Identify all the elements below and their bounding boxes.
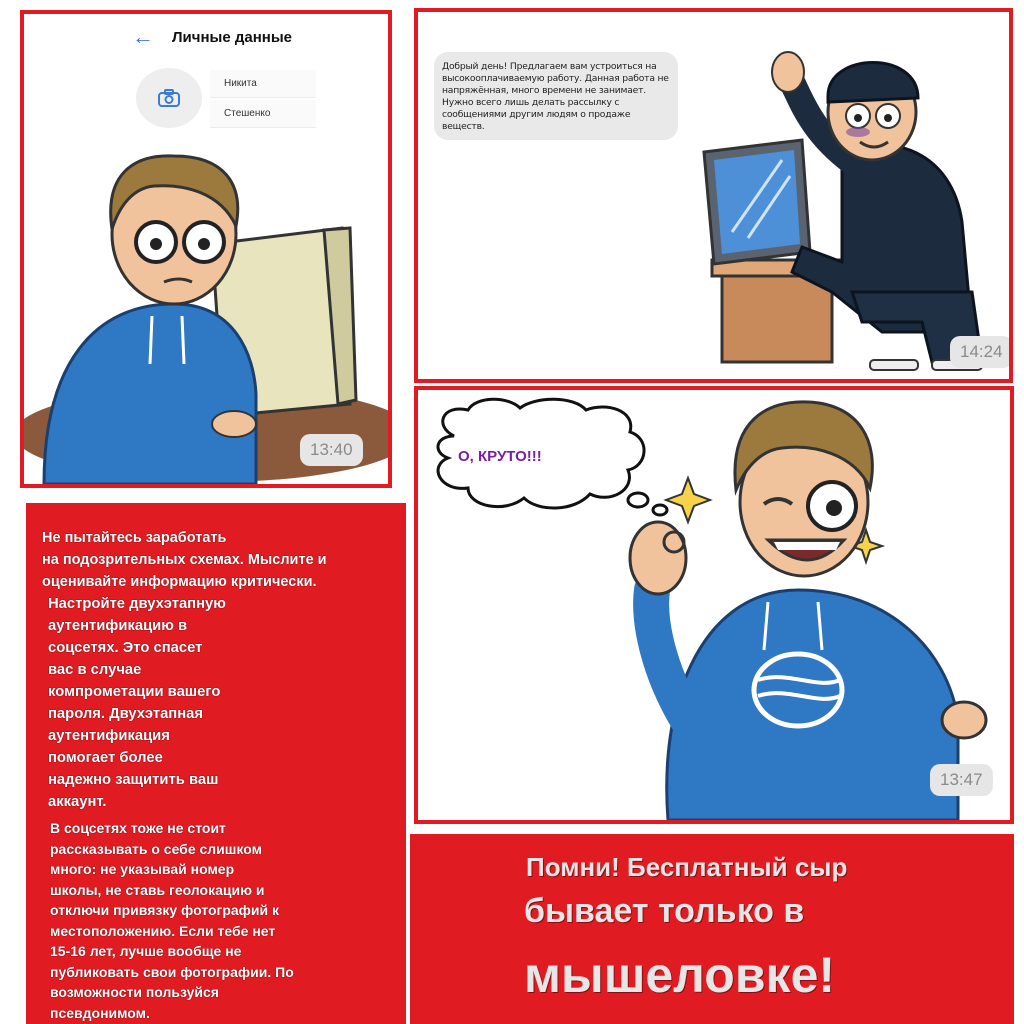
- slogan-line-1: Помни! Бесплатный сыр: [526, 852, 848, 882]
- hacker-illustration: [692, 32, 1012, 382]
- tip-personal-info: В соцсетях тоже не стоит рассказывать о себе слишком много: не указывай номер школы, не ставь геолокацию и отключи привязку фотографий к местоположению. Если тебе нет 15-16 лет, лучше вообще не публиковать свои фотографии. По возможности пользуйся псевдонимом.: [50, 820, 294, 1021]
- first-name-field[interactable]: Никита: [210, 70, 316, 98]
- tip-suspicious-schemes: Не пытайтесь заработать на подозрительных схемах. Мыслите и оценивайте информацию критически.: [42, 530, 327, 590]
- timestamp: 13:40: [300, 434, 363, 466]
- timestamp: 13:47: [930, 764, 993, 796]
- boy-ok-gesture-illustration: [618, 390, 1010, 820]
- camera-icon: [157, 88, 181, 108]
- panel-scam-offer: [414, 8, 1013, 383]
- avatar-upload-button[interactable]: [136, 68, 202, 128]
- panel-excited-boy: [414, 386, 1014, 824]
- last-name-field[interactable]: Стешенко: [210, 100, 316, 128]
- profile-header: [132, 20, 322, 54]
- boy-at-computer-illustration: [24, 134, 388, 484]
- scam-message-bubble: Добрый день! Предлагаем вам устроиться на высокооплачиваемую работу. Данная работа не напряжённая, много времени не занимает. Нужно всего лишь делать рассылку с сообщениями другим людям о продаже веществ.: [434, 52, 678, 140]
- thought-text: О, КРУТО!!!: [458, 448, 542, 465]
- panel-personal-data: [20, 10, 392, 488]
- safety-tips-block: [26, 503, 406, 1024]
- back-arrow-icon[interactable]: ←: [132, 24, 154, 49]
- timestamp: 14:24: [950, 336, 1013, 368]
- header-title: Личные данные: [172, 28, 292, 46]
- slogan-line-3: мышеловке!: [524, 947, 836, 1003]
- slogan-line-2: бывает только в: [524, 892, 805, 930]
- slogan-block: [410, 834, 1014, 1024]
- tip-two-factor-auth: Настройте двухэтапную аутентификацию в соцсетях. Это спасет вас в случае компрометации вашего пароля. Двухэтапная аутентификация помогает более надежно защитить ваш аккаунт.: [48, 596, 226, 810]
